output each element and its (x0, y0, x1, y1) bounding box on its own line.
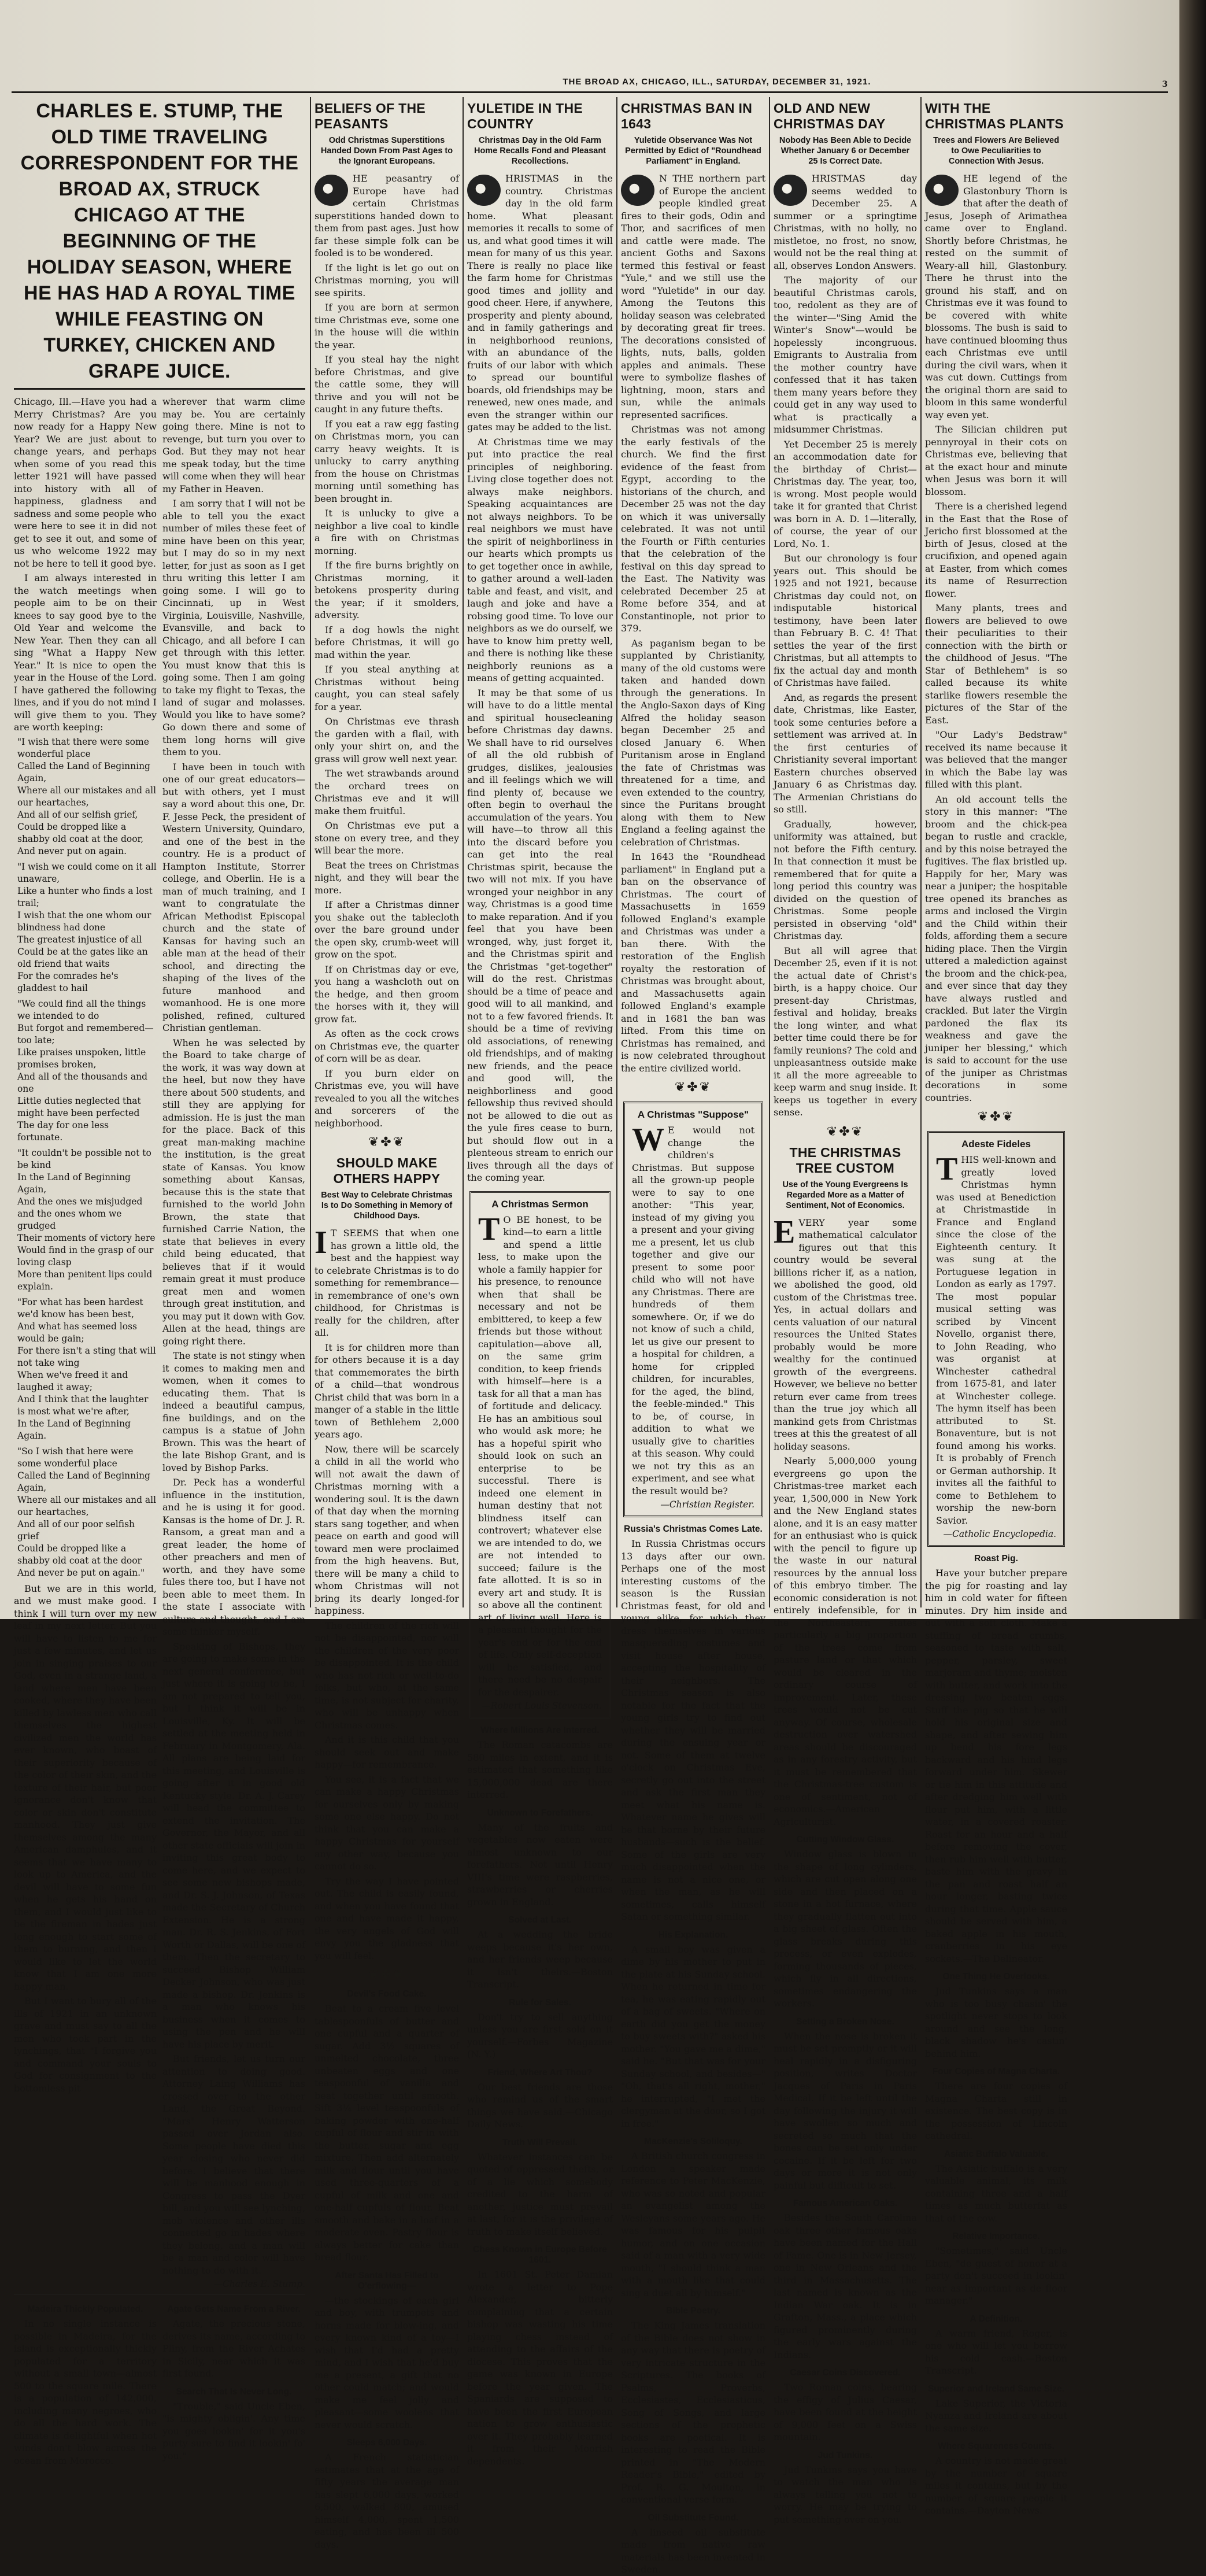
filler-text: Don't try to sell anything unless you are first sold on it yourself.—Forbes Magazine (N. Y.) (467, 2011, 613, 2060)
stump-right-column (162, 396, 305, 2289)
sleeps-title: Sleeps 6,000 Days. (346, 2438, 427, 2448)
beliefs-paragraph: Beat the trees on Christmas night, and they will bear the more. (315, 859, 459, 896)
poem-stanza (14, 736, 157, 858)
beliefs-paragraph: It is unlucky to give a neighbor a live coal to kindle a fire with on Christmas morning. (315, 508, 459, 556)
poem-line: I wish that the one whom our blindness had done (17, 910, 151, 933)
column-rule (616, 97, 617, 1607)
poem-line: More than penitent lips could explain. (17, 1269, 153, 1292)
beliefs-paragraph: On Christmas eve thrash the garden with a flail, with only your shirt on, and the grass will grow well next year. (315, 716, 459, 764)
ban-paragraph: Christmas was not among the early festivals of the church. We find the first evidence of the feast from Egypt, according to the historians of the church, and December 25 was not the day on which it was universally celebrated. It was not until the Fourth or Fifth centuries that the celebration of the festival on this day spread to the East. The Nativity was celebrated December 25 at Rome before 354, and at Constantinople, not prior to 379. (621, 424, 765, 634)
cake-title: Devil's Food Cake. (347, 1989, 427, 1999)
filler-title: Agate Gets Name From a River. (167, 2304, 301, 2314)
drop-cap-icon: T (478, 1211, 500, 1247)
folio-line: THE BROAD AX, CHICAGO, ILL., SATURDAY, DECEMBER 31, 1921. (563, 77, 871, 87)
poem-line: And never be put on again." (17, 1567, 145, 1578)
column-rule (920, 97, 922, 1607)
holly-ornament-icon: ❦✤❦ (368, 1968, 406, 1982)
tree-custom-paragraph: Nearly 5,000,000 young evergreens go upon the Christmas-tree market each year, 1,500,000 in New York and the New England states alone, and it is an easy matter for an enthusiast who is quick with the pencil to figure up the waste in our natural resources by the annual loss of this embryo timber. The economic consideration is not entirely indefensible, for in the Northeastern states particularly a big proportion of the trees come from pasture land or that which would be cleared in the ordinary course of improvement. Later, these trees would not be cut anyway. Of course, wholesale destruction over watershed areas should be discouraged as in any forestry activity, but it must be remembered that the Christmas-tree custom is one of sentiment, not of economics.—American Agriculturist. (774, 1455, 917, 1827)
stump-left-column (14, 396, 157, 2289)
filler-text: Many of the fruits and vegetables now eaten were almost unknown to our forefathers. Not until Henry VIII's time were raspberries, strawberries or cherries grown in England. (467, 1821, 613, 1908)
poem-line: And never put on again. (17, 845, 127, 856)
ban-title: CHRISTMAS BAN IN 1643 (621, 101, 753, 131)
explanation-title: His Explanation. (658, 1930, 728, 1940)
beliefs-paragraph: HE peasantry of Europe have had certain Christmas superstitions handed down to them from past ages. Just how far these simple folk can be fooled is to be wondered. (315, 173, 459, 258)
poem-line: Their moments of victory here (17, 1232, 156, 1243)
poem-stanza (14, 861, 157, 995)
happy-paragraph: It is for children more than for others because it is a day that commemorates the birth of a child—that wondrous Christ child that was born in a manger of a stable in the little town of Bethlehem 2,000 years ago. (315, 1341, 459, 1440)
holly-ornament-icon: ❦✤❦ (977, 1110, 1015, 1124)
happy-paragraph: Now, there will be scarcely a child in all the world who will not await the dawn of Christmas morning with a wondering soul. It is the dawn of that day when the morning stars sang together, and when peace on earth and good will toward men were proclaimed from the high heavens. But, there will be many a child to whom Christmas will not bring its dearly longed-for happiness. (315, 1443, 459, 1616)
binding-edge (1179, 0, 1206, 1619)
poem-line: The day for one less fortunate. (17, 1119, 109, 1143)
adeste-text: HIS well-known and greatly loved Christmas hymn was used at Benediction at Christmastide in France and England since the close of the Eighteenth century. It was sung at the Portuguese legation in London as early as 1797. The most popular musical setting was scribed by Vincent Novello, organist there, to John Reading, who was organist at Winchester cathedral from 1675-81, and later at Winchester college. The hymn itself has been attributed to St. Bonaventure, but is not found among his works. It is probably of French or German authorship. It invites all the faithful to come to Bethlehem to worship the new-born Savior. (936, 1154, 1056, 1526)
suppose-box (623, 1102, 763, 1517)
drop-cap-icon: W (632, 1122, 664, 1158)
stump-article (14, 97, 305, 2466)
stump-paragraph: But I want to bury all of the ills of 1921 in an unknown grave and must say to all the men who took part in the lynchings, that "I forgive you and command your souls to God for consignment to the bottomless pit (14, 1995, 157, 2094)
old-new-paragraph: Gradually, however, uniformity was attained, but not before the Fifth century. In that connection it must be remembered that for quite a long period this country was divided on the question of Christmas. Some people persisted in observing "old" Christmas day. (774, 818, 917, 941)
plants-title: WITH THE CHRISTMAS PLANTS (925, 101, 1064, 131)
glass-title: Cutting Window Glass. (796, 1835, 894, 1845)
poem-stanza (14, 998, 157, 1144)
happy-deck: Best Way to Celebrate Christmas Is to Do Something in Memory of Childhood Days. (321, 1191, 453, 1221)
column-rule (463, 97, 464, 1607)
ban-deck: Yuletide Observance Was Not Permitted by Edict of "Roundhead Parliament" in England. (625, 136, 761, 166)
beliefs-paragraph: The wet strawbands around the orchard trees on Christmas eve and it will make them fruitful. (315, 768, 459, 816)
yuletide-deck: Christmas Day in the Old Farm Home Recalls Fond and Pleasant Recollections. (473, 136, 606, 166)
beliefs-paragraph: As often as the cock crows on Christmas eve, the quarter of corn will be as dear. (315, 1028, 459, 1064)
stump-paragraph: When he was selected by the Board to take charge of the work, it was way down at the heel, but now they have there about 500 students, and still they are applying for admission. He is just the man for the place. Back of this great man-making machine the institution, is the great state of Kansas. You know something about Kansas, because this is the state that furnished to the world John Brown, the state that furnished Carrie Nation, the state that believes in every child being educated, that believes that if it would remain great it must produce great men and women through great institution, and you may put it down with Gov. Allen at the head, things are going right there. (162, 1037, 305, 1347)
glass-text: Window glass is blown in the shape of long cylinders, which are cut open along one side and then placed on a stone in a hot furnace, where they gradually flatten out into a big sheet of glass. Often the glass breaks during this process, or even explodes, forming thousands of pieces, which fly in all directions, sometimes endangering the workers. (774, 1849, 917, 2009)
poem-line: For the comrades he's gladdest to hail (17, 970, 119, 993)
old-new-paragraph: The majority of our beautiful Christmas carols, too, redolent as they are of the winter—"Sing Amid the Winter's Snow"—would be hopelessly incongruous. Emigrants to Australia from the mother country have confessed that it has taken them many years before they could get in any way used to what is practically a midsummer Christmas. (774, 275, 917, 435)
filler-text: Lake Superior, the Victoria Nyanza and Ireland are about the same size. (925, 2397, 1067, 2434)
russia-title: Russia's Christmas Comes Late. (624, 1524, 763, 1534)
adeste-box (927, 1131, 1065, 1547)
ban-column (621, 97, 765, 2575)
filler-text: Jud Tunkins says a man who is too busy chasin' the spotlight never stops to look around and see the long, black shadow he's castin' behind him. (925, 1986, 1067, 2059)
beliefs-paragraph: If after a Christmas dinner you shake out the tablecloth over the bare ground under the open sky, crumb-weet will grow on the spot. (315, 899, 459, 960)
roast-pig-title: Roast Pig. (974, 1554, 1018, 1564)
poem-line: "It couldn't be possible not to be kind (17, 1147, 151, 1170)
filler-title: Superior and Ireland Same Size. (927, 2383, 1065, 2394)
poem-line: Could be dropped like a shabby old coat at the door (17, 1543, 142, 1566)
beliefs-deck: Odd Christmas Superstitions Handed Down From Past Ages to the Ignorant Europeans. (320, 136, 453, 166)
happy-title: SHOULD MAKE OTHERS HAPPY (333, 1155, 441, 1186)
poem-line: The greatest injustice of all (17, 934, 142, 945)
beliefs-column (315, 97, 459, 2550)
drop-cap-ornament-icon (774, 175, 807, 206)
old-new-deck: Nobody Has Been Able to Decide Whether January 6 or December 25 Is Correct Date. (779, 136, 912, 166)
nose-text: When the nose is broken it must be set promptly or it will heal rapidly in a disfiguring position, writes Doctor Jacques of Paris in Paris Medical. If it be left until the day following the injury it will have swollen so much and secreted so much that the bones can be set only under cocaine. If it be left for two days or more it is not only painful but difficult to set. (774, 2030, 917, 2191)
beliefs-paragraph: If you are born at sermon time Christmas eve, some one in the house will die within the year. (315, 302, 459, 350)
beliefs-paragraph: If you steal hay the night before Christmas, and give the cattle some, they will thrive and you will not be caught in any future thefts. (315, 354, 459, 415)
bible-poetry-title: Bible Poetry. (666, 2306, 720, 2316)
section-rule (14, 2294, 305, 2295)
stump-paragraph: I am sorry that I will not be able to tell you the exact number of miles these feet of mine have been on this year, but I may do so in my next letter, for just as soon as I get thru writing this letter I am going some. I will go to Cincinnati, up in West Virginia, Louisville, Nashville, Evansville, and back to Chicago, and all before I can get through with this letter. You must know that this is going some. Then I am going to take my flight to Texas, the land of sugar and molasses. Would you like to have some? Go down there and some of them long horns will give them to you. (162, 498, 305, 757)
sermon-text: O BE honest, to be kind—to earn a little and spend a little less, to make upon the whole a family happier for his presence, to renounce when that shall be necessary and not be embittered, to keep a few friends but those without capitulation—above all, on the same grim condition, to keep friends with himself—here is a task for all that a man has of fortitude and delicacy. He has an ambitious soul who would ask more; he has a hopeful spirit who should look on such an enterprise to be successful. There is indeed one element in human destiny that not blindness itself can controvert; whatever else we are intended to do, we are not intended to succeed; failure is the fate allotted. It is so in every art and study. It is so above all the continent art of living well. Here is a pleasant thought for the year's end or for the end of life. Only self-deception will be satisfied, and there need be no despair for the despairer. (478, 1214, 602, 1698)
russia-text: In Russia Christmas occurs 13 days after our own. Perhaps one of the most interesting customs of the season is the Russian Christmas feast, for old and young alike, for which they dress themselves in various masquerading costumes and visit house after house, accepting the hospitality of their neighbors. The Christmas season is also notable for the fact that the young girls try to find out whether they will be married during the ensuing year or not. Some of them at twelve o'clock on Christmas Eve, secretly go out into the street and ask the first man they meet what his name is. Whatever name he gives will be that borne by their future husbands—such is the belief. Some of the girls are very much disappointed when the name is not a nice one, or when the man, as he will sometimes, calls himself Satan or something similar. (621, 1538, 765, 1922)
happy-paragraph: And it is this child that you should seek out and make happy—for remembrance. (315, 1734, 459, 1770)
coins-title: Caesar Coins Discovered. (790, 2368, 901, 2378)
yuletide-title: YULETIDE IN THE COUNTRY (467, 101, 583, 131)
jud-text: Jud Tunkins says you have to watch the man who is always telling you not to worry. He may be trying to put something over on you. (774, 2464, 917, 2525)
old-new-paragraph: But all will agree that December 25, even if it is not the actual date of Christ's birth, is a happy choice. Our present-day Christmas, festival and holiday, breaks the long winter, and what better time could there be for family reunions? The cold and unpleasantness outside make it all the more agreeable to keep warm and snug inside. It keeps us together in every sense. (774, 945, 917, 1118)
filler-title: Madeira Thickly Populated. (27, 2304, 143, 2314)
holly-ornament-icon: ❦✤❦ (368, 1135, 406, 1150)
poem-line: Could be at the gates like an old friend that waits (17, 946, 148, 969)
stump-paragraph: But we are in this world, and we must make good. I think I will turn over my new leaf in my next letter. But you will have to listen to me for just a few minutes, and let us join in singing praises to our God, even in a strange land, a land where men have been cooked, where they have been killed by lawless men who call themselves the highest civilized men the world has ever known, who boast of their superiority because of the color of their skin, and the texture of their hair, but poor ignorance don't know that color or skin don't constitute manhood. They just give themselves among the many American damphules, and it seems that we have many to look up to America, and the devil will have to some fun when he gets his hand on them, and I would just like to be the fireman in hades just long enough to start some of them to burning, and then I would like to let the world know that I am one more happy man. (14, 1583, 157, 1992)
explanation-text: A small boy was given a dime by his mother to put in the plate at his Sunday school. When he returned in time for tea, he was eating rapidly out of a bag of sweets. "Where on earth did you get the money to buy sweets with?" asked his mother. "You gave me a dime," said he. "But that was for your Sunday school, and besides—" "Oh, that's all right, mother," he interrupted, "I met the clergyman at the door, so I got in free." (621, 1943, 765, 2129)
filler-title: Asiatic Buffalo Valuable. (944, 2149, 1049, 2159)
filler-text: "Trouble," said Uncle Eben, "is mighty obligin'. Any time you goes lookin' for it you's purty sure to find it lookin' fo' you." (162, 2400, 305, 2462)
plants-paragraph: Many plants, trees and flowers are believed to owe their peculiarities to their connection with the birth or the childhood of Jesus. "The Star of Bethlehem" is so called because its white starlike flowers resemble the pictures of the Star of the East. (925, 603, 1067, 726)
beliefs-paragraph: On Christmas eve put a stone on every tree, and they will bear the more. (315, 820, 459, 856)
tree-custom-title: THE CHRISTMAS TREE CUSTOM (789, 1144, 901, 1176)
beliefs-paragraph: If the fire burns brightly on Christmas morning, it betokens prosperity during the year; if it smolders, adversity. (315, 560, 459, 620)
poem-line: And I think that the laughter is most what we're after, (17, 1394, 149, 1417)
oaks-title: Famous American Oaks. (793, 2198, 898, 2208)
poem-line: Like praises unspoken, little promises broken, (17, 1047, 146, 1070)
tree-custom-paragraph: VERY year some mathematical calculator figures out that this country would be several billions richer if, as a nation, we abolished the good, old custom of the Christmas tree. Yes, in actual dollars and cents valuation of our natural resources the United States probably would be more wealthy for the continued growth of the evergreens. However, we believe no better return ever came from trees than the true joy which all mankind gets from Christmas trees at this the greatest of all holiday seasons. (774, 1217, 917, 1452)
filler-text: In 1601 St. Peter Damian wrote a letter to Pope Alexander, bitterly complaining that a certain bishop was wasting his time playing chess instead of attending to the affairs of the diocese. This proves that the game was known in Europe before the year given. The Spaniards are supposed to have been the first European nation to grow enthusiastic over it. They probably learned it from their Moorish dependents. (467, 2269, 613, 2467)
beliefs-paragraph: If on Christmas day or eve, you hang a washcloth out on the hedge, and then groom the horses with it, they will grow fat. (315, 963, 459, 1025)
santa-title: After Santa Has Filled to O'erflowing— (335, 2270, 439, 2291)
stump-signature: —Charles E. Stump. (213, 2279, 305, 2289)
poem-line: Like a hunter who finds a lost trail; (17, 885, 153, 908)
old-new-column (774, 97, 917, 2525)
poem-line: "I wish we could come on it all unaware, (17, 861, 157, 884)
drop-cap-icon: E (774, 1214, 796, 1250)
filler-text: In no single instance is possible in Madeira, for the island is exceptionally thickly populated for a territory without a small town—almost 500 to the square mile. There is a population of 142,000, including many negroes, who do all the hard work. The climate is delightful when hot winds don't blow across the ocean from Morocco. (14, 2318, 157, 2466)
filler-title: A Definition. (970, 2313, 1023, 2324)
roast-pig-text: Have your butcher prepare the pig for roasting and lay him in cold water for fifteen minutes. Dry him inside and out with a soft cloth. Make a stuffing of bread crumbs, seasoned to taste with salt, pepper, parsley, sweet marjoram and thyme; moisten with butter, and work into the dressing two beaten eggs. Stuff the pig so that he will hold his original size and shape, and after sewing him up bend his fore legs backward and his hind legs forward under him. Skewer or tie him in this attitude and after dredging him well with flour put him, with a little water, in a covered roaster. Roast for an hour and a half before removing the cover, then rub him well with butter, baste him with the gravy in the pan and roast half an hour longer, basting twice during that time. Apple sauce should be served with him, a baked apple in his mouth, cranberries in his eye sockets.—The Delineator. (925, 1568, 1067, 1964)
filler-title: Chess Known in Europe Before 1601. (473, 2245, 607, 2265)
drop-cap-ornament-icon (467, 175, 501, 206)
filler-text: There are four copies of Magna Charta still in existence. The best copy is in the possession of Lincoln cathedral. (925, 2080, 1067, 2141)
stump-body (14, 396, 305, 2289)
plants-column (925, 97, 1067, 2516)
poem-line: And the ones we misjudged and the ones whom we grudged (17, 1196, 143, 1231)
beliefs-paragraph: If you steal anything at Christmas without being caught, you can steal safely for a year. (315, 664, 459, 712)
happy-paragraph: The children of the rich will not be disappointed, nor will the children of the very poor be disappointed. It is the child who has not rich or well-to-do folks, but who, at the same time, is not subject for charity, who will be unhappy when Christmas comes. (315, 1620, 459, 1731)
poem-stanza (14, 1147, 157, 1293)
old-new-paragraph: Yet December 25 is merely an accommodation date for the birthday of Christ—Christmas day. The year, too, is wrong. Most people would take it for granted that Christ was born in A. D. 1—literally, of course, the year of our Lord, No. 1. (774, 438, 917, 549)
filler-title: Four Copies of Magna Charta. (932, 2067, 1060, 2076)
stump-headline: CHARLES E. STUMP, THE OLD TIME TRAVELING CORRESPONDENT FOR THE BROAD AX, STRUCK CHICAGO AT THE BEGINNING OF THE HOLIDAY SEASON, WHERE HE HAS HAD A ROYAL TIME WHILE FEASTING ON TURKEY, CHICKEN AND GRAPE JUICE. (20, 100, 299, 382)
old-new-paragraph: But our chronology is four years out. This should be 1925 and not 1921, because Christmas day could not, on indisputable historical testimony, have been later than February B. C. 4! That settles the year of the first Christmas, but all attempts to fix the actual day and month of Christmas have failed. (774, 553, 917, 688)
filler-title: Solved at Last. (508, 1915, 572, 1925)
sleeps-text: A French statistician estimates that at the age of fifty years the average man has slept 6,000 days, worked 6,500, walked 800, amused himself 4,000, spent 1,500 eating, and has been ill 500 days. (315, 2452, 459, 2550)
poem-line: When we've freed it and laughed it away; (17, 1369, 128, 1392)
sermon-title: A Christmas Sermon (491, 1198, 589, 1210)
poem-line: And all of the thousands and one (17, 1071, 148, 1094)
poem-line: Called the Land of Beginning Again, (17, 1470, 150, 1493)
poem-line: Where all our mistakes and all our heartaches, (17, 785, 157, 808)
poem-line: Would find in the grasp of our loving clasp (17, 1244, 154, 1267)
oil-title: Oil Substitute Found. (648, 2512, 739, 2523)
old-new-paragraph: HRISTMAS day seems wedded to December 25. A summer or a springtime Christmas, with no holly, no mistletoe, no frost, no snow, would not be the real thing at all, observes London Answers. (774, 173, 917, 271)
sermon-signature: —Robert Louis Stevenson. (482, 1701, 602, 1711)
poem-line: "I wish that there were some wonderful place (17, 736, 149, 759)
poem-line: "So I wish that here were some wonderful place (17, 1446, 134, 1469)
stump-paragraph: Chicago, Ill.—Have you had a Merry Christmas? Are you now ready for a Happy New Year? We are just about to change years, and perhaps when some of you read this letter 1921 will have passed into history with all of happiness, gladness and sadness and some people who were here to see it in did not get to see it out, and some of us who welcome 1922 may not be here to tell it good bye. (14, 396, 157, 569)
filler-text: At a wedding the bride weeps because it's her own, and her friends weep because it isn't theirs.—Boston Transcript. (467, 1929, 613, 1990)
filler-title: One Thing He Overlooks. (942, 1972, 1050, 1982)
stump-paragraph: I have been in touch with one of our great educators—but with others, yet I must say a word about this one, Dr. F. Jesse Peck, the president of Western University, Quindaro, and one of the best in the country. He is a product of Hampton Institute, Storrer college, and Oberlin. He is a man of much training, and I want to congratulate the African Methodist Episcopal church and the state of Kansas for having such an able man at the head of their school, and directing the shaping of the lives of the future manhood and womanhood. He is one more polished, refined, cultured Christian gentleman. (162, 761, 305, 1033)
holly-ornament-icon: ❦✤❦ (826, 1124, 864, 1139)
plants-deck: Trees and Flowers Are Believed to Owe Peculiarities to Connection With Jesus. (933, 136, 1059, 166)
mackenzie-title: MacKenzie's Soliloquy. (644, 2137, 742, 2146)
poem-line: "For what has been hardest we'd know has been best, (17, 1296, 143, 1320)
poem-line: "We could find all the things we intended to do (17, 998, 146, 1021)
yuletide-paragraph: HRISTMAS in the country. Christmas day in the old farm home. What pleasant memories it recalls to some of us, and what good times it will mean for many of us this year. There is really no place like the farm home for Christmas good times and jollity and good cheer. Here, if anywhere, prosperity and plenty abound, and in family gatherings and in neighborhood reunions, with an abundance of the fruits of our labor with which to spread our bountiful boards, old friendships may be renewed, new ones made, and even the stranger within our gates may be added to the list. (467, 173, 613, 433)
ban-paragraph: As paganism began to be supplanted by Christianity, many of the old customs were taken and handed down through the generations. In the Anglo-Saxon days of King Alfred the holiday season began December 25 and closed January 6. When Puritanism arose in England the fate of Christmas was threatened for a time, and even extended to the country, since the Puritans brought along with them to New England a feeling against the celebration of Christmas. (621, 637, 765, 848)
bottom-fillers (14, 2297, 305, 2469)
mackenzie-text: A British church congress in London a speaker made reference to Peter MacKenzie, who was so noted and popular an evangelist among the Wesleyans some years ago. He was famous for his pulpit humor, and on one occasion said of a man with a very wide mouth, "I should think a man with a mouth like that could sing a duet all by himself." (621, 2150, 765, 2298)
poem-line: And all of our poor selfish grief (17, 1518, 135, 1542)
tree-custom-deck: Use of the Young Evergreens Is Regarded More as a Matter of Sentiment, Not of Economics. (782, 1180, 908, 1210)
suppose-title: A Christmas "Suppose" (637, 1109, 749, 1120)
oaks-text: Besides the South Carolina oak three other famous oaks have been named for the Hall of Fame. One is in New Jersey, one in New Orleans and the third in Massachusetts. The last named is known as the Indian War oak. It is in Grafton, Mass., a place which figured prominently during the early wars against the Indians. (774, 2212, 917, 2360)
filler-text: A warm friend, Roger, is one who will let you borrow his cold cash.—Boston Transcript. (925, 2327, 1067, 2376)
yuletide-column (467, 97, 613, 2467)
happy-paragraph: Try the way I have pointed out. The child is easily found, and when you have found that one and have made it happy, the very angels of God will envy you the gladness that you will feel. (315, 1875, 459, 1961)
filler-text: The Asiatic buffalo is a very valuable animal, its milk containing three and a half times as much butterfat as that of the cow. (925, 2163, 1067, 2224)
poem-line: And what has seemed loss would be gain; (17, 1321, 137, 1344)
filler-item (14, 2297, 157, 2469)
drop-cap-icon: I (315, 1225, 327, 1261)
plants-paragraph: The Silician children put pennyroyal in their cots on Christmas eve, believing that at the exact hour and minute when Jesus was born it will blossom. (925, 424, 1067, 497)
filler-title: Rule for Sales. (509, 1997, 571, 2008)
top-rule (12, 91, 1168, 93)
beliefs-title: BELIEFS OF THE PEASANTS (315, 101, 426, 131)
filler-title: Truth Will Prevail. (502, 2137, 578, 2148)
beliefs-paragraph: If you eat a raw egg fasting on Christmas morn, you can carry heavy weights. It is unlucky to carry anything from the house on Christmas morning until something has been brought in. (315, 418, 459, 504)
filler-text: Whatever instances can be quoted of oppressed thefts, or of a lie which somebody credited to the harm of another, justice must prevail at last, for it is the privilege of truth to make itself believed. (467, 2151, 613, 2237)
poem-line: But forgot and remembered—too late; (17, 1022, 154, 1045)
stump-paragraph: Dr. Peck has a wonderful influence in the institution, and he is using it for good. Kansas is the home of Dr. J. R. Ransom, a great man and a great leader, the home of other preachers and men of worth, and they have some fules there too, but I have not been able to meet them. In the state I associate with culture and thought, and I am some thinker myself. (162, 1477, 305, 1637)
filler-title: Where Millions Are Interred. (480, 1725, 600, 1735)
cake-text: Beat to a cream five level tablespoonfuls of butter and one cupful and a quarter of sugar. Add 3½ squares of unmelted chocolate, three unbeaten eggs and one teaspoonful of vanilla and beat together until smooth. Sift 3¼ level teaspoonfuls of baking powder with one-half cupful of flour and stir in with the butter, sugar and egg mixture. Then add alternately milk and flour until you have used three-quarters of a cupful of milk and one and one-half cupfuls of flour. Beat smooth and bake in a loaf in a moderate oven. Pastry flour is always better for cake than bread flour. (315, 2003, 459, 2263)
drop-cap-icon: T (936, 1151, 958, 1187)
column-rule (310, 97, 311, 1607)
stump-paragraph: wherever that warm clime may be. You are certainly going there. Mine is not to revenge, but turn you over to God. But they may not hear me speak today, but the time will come when they will hear my Father in Heaven. (162, 396, 305, 494)
nose-title: Setting a Broken Nose. (796, 2016, 894, 2027)
filler-title: Where Squareness Counts. (938, 2441, 1055, 2451)
happy-paragraph: You see, it is a fact that we can make a happy Christmas for ourselves only by making some one else happy. Do not think that you can make a happy Christmas for yourself any other way, because you cannot do so. (315, 1773, 459, 1872)
yuletide-paragraph: At Christmas time we may put into practice the real principles of neighboring. Living close together does not always make neighbors. Speaking acquaintances are not always neighbors. To be real neighbors we must have the spirit of neighborliness in our hearts which prompts us to get together once in awhile, to gather around a well-laden table and feast, and visit, and laugh and joke and have a robsing good time. To love our neighbors as we do ourself, we have to know him pretty well, and there is nothing like these neighborly reunions as a means of getting acquainted. (467, 436, 613, 683)
ban-paragraph: In 1643 the "Roundhead parliament" in England put a ban on the observance of Christmas. The court of Massachusetts in 1659 followed England's example and Christmas was under a ban there. With the restoration of the English royalty the restoration of Christmas was brought about, and Massachusetts again followed England's example and in 1681 the ban was lifted. From this time on Christmas has remained, and is now celebrated throughout the entire civilized world. (621, 851, 765, 1074)
yuletide-paragraph: It may be that some of us will have to do a little mental and spiritual housecleaning before Christmas day dawns. We shall have to rid ourselves of all the old rubbish of grudges, dislikes, jealousies and ill feelings which we will find plenty of, because we often begin to overhaul the accumulation of the years. You will have—to throw all this into the discard before you can get into the real Christmas spirit, because the two will not mix. If you have wronged your neighbor in any way, Christmas is a good time to make reparation. And if you feel that you have been wronged, why, just forget it, and the Christmas spirit and the Christmas "get-together" will do the rest. Christmas should be a time of peace and good will to all mankind, and not to a few favored friends. It should be a time of reviving old associations, of renewing old friendships, and of making new friends, and the peace and good will, the neighborliness and good fellowship thus revived should not be allowed to die out as the yule fires cease to burn, but should flow out in a plenteous stream to enrich our lives through all the days of the coming year. (467, 687, 613, 1183)
filler-text: Agate, the precious stone, derives its name, according to Pliny, from the River Achates in Sicily, near which it was first found. (162, 2318, 305, 2379)
adeste-title: Adeste Fideles (961, 1139, 1031, 1150)
poem-stanza (14, 1296, 157, 1442)
stump-paragraph: The state is not stingy when it comes to making men and women, when it comes to educating them. That is indeed a beautiful campus, fine buildings, and on the campus is a statue of John Brown. This was the heart of the late Bishop Grant, and is loved by Bishop Parks. (162, 1350, 305, 1473)
column-rule (769, 97, 770, 1607)
drop-cap-ornament-icon (621, 175, 654, 206)
plants-paragraph: "Our Lady's Bedstraw" received its name because it was believed that the manger in which the Babe lay was filled with this plant. (925, 729, 1067, 790)
santa-text: —the stockings of each girl and boy, with trumpets and horns made for blow-ing, and every known kind of a toy—I wish that I'd had a pretty mind, and I wish that he'd buy me a present, a gift that no other could match; and would make me feel jolly and pleasant—some woolens that never would scratch. (315, 2294, 459, 2430)
poem-line: Where all our mistakes and all our heartaches, (17, 1494, 157, 1517)
headline-rule (14, 388, 305, 390)
filler-title: Unknown to Forefathers. (487, 1808, 593, 1818)
filler-title: Friend, Where Art Thou? (487, 2067, 593, 2078)
filler-text: "Sometimes," said Uncle Eben, "de guest of honor at a party don't succeed in lookin' near as important as de floor manager." (925, 2245, 1067, 2306)
old-new-paragraph: And, as regards the present date, Christmas, like Easter, took some centuries before a settlement was arrived at. In the first centuries of Christianity several important Eastern churches observed January 6 as Christmas day. The Armenian Christians do so still. (774, 692, 917, 815)
filler-title: Search That Is Never Long. (176, 2386, 292, 2397)
page-number: 3 (1162, 80, 1168, 89)
stump-paragraph: I am always interested in the watch meetings when people aim to be on their knees to say good bye to the Old Year and welcome the New Year. Then they can all sing "What a Happy New Year." It is nice to open the year in the House of the Lord. I have gathered the following lines, and if you do not mind I will give them to you. They are worth keeping: (14, 572, 157, 733)
holly-ornament-icon: ❦✤❦ (674, 1080, 712, 1095)
beliefs-paragraph: If the light is let go out on Christmas morning, you will see spirits. (315, 262, 459, 298)
filler-item (162, 2297, 305, 2469)
beliefs-paragraph: If you burn elder on Christmas eve, you will have revealed to you all the witches and sorcerers of the neighborhood. (315, 1067, 459, 1129)
drop-cap-ornament-icon (925, 175, 959, 206)
happy-paragraph: T SEEMS that when one has grown a little old, the best and the happiest way to celebrate Christmas is to do something for remembrance—in remembrance of one's own childhood, for Christmas is really for the children, after all. (315, 1228, 459, 1338)
bible-poetry-text: The King James translation of the Bible does not show in any way that there is poetry of very intricate structure in the Scriptures. The books of Psalms, Proverbs, Ecclesiastes, Ecclesiasticus, Song of Songs, and large sections of the prophetic books are poetical. It is interesting to read the Bible printed in "The Modern Reader's Bible," edited by Prof. R. G. Moulton, in conventional verse form. (621, 2320, 765, 2505)
adeste-signature: —Catholic Encyclopedia. (943, 1529, 1056, 1539)
stump-paragraph: But friends, let us turn our attention to doing good. Attorney Laing Williams has crossed over to the other Land, the Great Beyond. "Mars" Henry Watterson passed over Jordan also. Some people have died this year closing who never did before. I believe that there will be manhood enough in Congress to pass the Dyer bill, and you will see lynching, mob violence and other ills connected go in hades where they belong, and a man will be a man and color will have nothing to do with it. (162, 2053, 305, 2276)
filler-title: Relative Importance. (952, 2231, 1040, 2241)
filler-text: A country is not made great by the number of square miles it contains, but by the number of square people it contains.—Dayton News. (925, 2455, 1067, 2516)
filler-text: Our best friends are those who remind us of the smart things we have said.—Chicago Daily News. (467, 2081, 613, 2130)
stump-paragraph: Speaking of Bishops, they are going to make some in the next general conference, but just where it is going to be, I am not prepared to tell you, but I think it will be in Louisville, Ky. It will be settled at the meeting held in February in Montgomery, Ala. All plans are being laid for this meeting, and Louisville is going after it in good old Kentucky style. Dr. A. J. Carey will head the committee to extend the invitation. The Governor, the Mayor, and all other state officials will join in inviting this great body to come here, and we expect to see some new bishops made, and Dr. S. J. Johnson, of Texas made the Secretary of Church Extension. He is a strong man. Dr. R. S. Jenkins, of Fort Worth or Dallas, will be one of them. Then the secretary to succeed Bishop William Decker Johnson, who was just made a bishop. Dr. Jenkins is a man who knows his business when it comes to using the pen and he will have his place by merit. (162, 1640, 305, 2050)
poem-stanza (14, 1446, 157, 1579)
sermon-box (469, 1191, 611, 1719)
coins-text: Two Roman coins, bearing the effigy of Julius Caesar, have been found at the height of 9,000 feet on a Swiss mountain. (774, 2382, 917, 2442)
filler-text: The Roman catacombs are 580 miles in extent, and it is estimated that something like 15,000,000 dead are there interred. (467, 1739, 613, 1800)
beliefs-paragraph: If a dog howls the night before Christmas, it will go mad within the year. (315, 624, 459, 660)
plants-paragraph: There is a cherished legend in the East that the Rose of Jericho first blossomed at the birth of Jesus, closed at the crucifixion, and opened again at Easter, from which comes its name of Resurrection flower. (925, 501, 1067, 599)
poem-line: And all of our selfish grief, (17, 809, 138, 820)
drop-cap-ornament-icon (315, 175, 348, 206)
jud-title: Jud Tunkins. (817, 2450, 873, 2460)
plants-paragraph: HE legend of the Glastonbury Thorn is that after the death of Jesus, Joseph of Arimathea came over to England. Shortly before Christmas, he rested on the summit of Weary-all hill, Glastonbury. There he thrust into the ground his staff, and on Christmas eve it was found to be covered with white blossoms. The bush is said to have continued blooming thus each Christmas eve until during the civil wars, when it was cut down. Cuttings from the original thorn are said to bloom in this same wonderful way even yet. (925, 173, 1067, 420)
poem-line: Could be dropped like a shabby old coat at the door, (17, 821, 144, 844)
ban-paragraph: N THE northern part of Europe the ancient people kindled great fires to their gods, Odin and Thor, and sacrifices of men and cattle were made. The ancient Goths and Saxons termed this festival or feast "Yule," and we still use the word "Yuletide" in our day. Among the Teutons this holiday season was celebrated by decorating great fir trees. The decorations consisted of lights, nuts, balls, golden apples and animals. These were to symbolize flashes of lightning, moon, stars and sun, while the animals represented sacrifices. (621, 173, 765, 420)
poem-line: In the Land of Beginning Again, (17, 1171, 131, 1195)
suppose-text: E would not change the children's Christmas. But suppose all the grown-up people were to say to one another: "This year, instead of my giving you a present and your giving me a present, let us club together and give our present to some poor child who will not have any Christmas. There are hundreds of them somewhere. Or, if we do not know of such a child, let us give our present to a hospital for children, a home for crippled children, for incurables, for the aged, the blind, the feeble-minded." This to be, of course, in addition to what we usually give to charities at this season. Why could we not try this as an experiment, and see what the result would be? (632, 1125, 754, 1496)
poem-line: For there isn't a sting that will not take wing (17, 1345, 156, 1368)
poem-line: Called the Land of Beginning Again, (17, 760, 150, 783)
old-new-title: OLD AND NEW CHRISTMAS DAY (774, 101, 886, 131)
suppose-signature: —Christian Register. (660, 1499, 754, 1510)
poem-line: Little duties neglected that might have been perfected (17, 1095, 141, 1118)
poem-line: In the Land of Beginning Again. (17, 1418, 131, 1441)
plants-paragraph: An old account tells the story in this manner: "The broom and the chick-pea began to rustle and crackle, and by this noise betrayed the fugitives. The flax bristled up. Happily for her, Mary was near a juniper; the hospitable tree opened its branches as arms and inclosed the Virgin and the Child within their folds, affording them a secure hiding place. Then the Virgin uttered a malediction against the broom and the chick-pea, and ever since that day they have always rustled and crackled. But later the Virgin pardoned the flax its weakness and gave the juniper her blessing," which is said to account for the use of the juniper as Christmas decorations in some countries. (925, 793, 1067, 1103)
oil-text: A linseed oil substitute made from native raw materials has been invented in Sweden. (621, 2526, 765, 2575)
